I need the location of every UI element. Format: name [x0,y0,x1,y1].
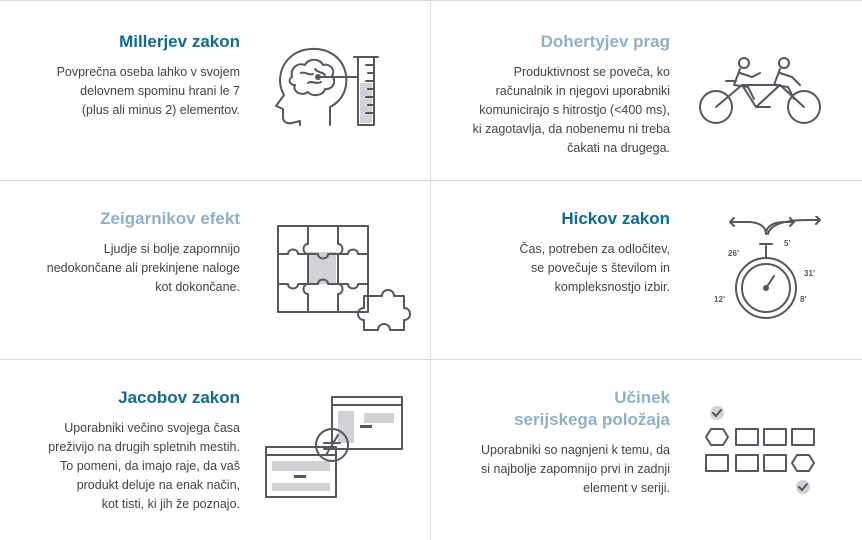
hick-label: 8’ [800,295,807,304]
law-title: Učinek serijskega položaja [514,388,670,429]
law-description: Uporabniki večino svojega časa preživijo na drugih spletnih mestih. To pomeni, da imajo raje, da vaš produkt deluje na enak način, kot tisti, ki jih že poznajo. [48,421,240,511]
law-description: Ljudje si bolje zapomnijo nedokončane ali prekinjene naloge kot dokončane. [46,242,240,294]
hick-label: 31’ [804,269,816,278]
hick-label: 12’ [714,295,726,304]
hick-label: 5’ [784,239,791,248]
serial-position-icon [700,403,824,499]
law-description: Uporabniki so nagnjeni k temu, da si najbolje zapomnijo prvi in zadnji element v seriji. [480,443,670,495]
law-card-hick [0,180,816,359]
law-card-serial-position [0,359,670,538]
law-title: Hickov zakon [561,209,670,228]
law-title: Dohertyjev prag [540,32,670,51]
law-title: Millerjev zakon [119,32,240,51]
vertical-divider [430,1,431,540]
law-card-doherty [0,1,670,180]
stopwatch-choices-icon [708,216,828,322]
law-description: Povprečna oseba lahko v svojem delovnem spominu hrani le 7 (plus ali minus 2) elementov. [56,65,240,117]
law-title: Zeigarnikov efekt [100,209,240,228]
tandem-bicycle-icon [696,55,826,131]
law-description: Čas, potreben za odločitev, se povečuje s številom in kompleksnostjo izbir. [519,242,670,294]
hick-label: 26’ [728,249,740,258]
law-title: Jacobov zakon [118,388,240,407]
law-description: Produktivnost se poveča, ko računalnik in njegovi uporabniki komunicirajo s hitrostjo (<400 ms), ki zagotavlja, da nobenemu ni treba čakati na drugega. [472,65,670,155]
